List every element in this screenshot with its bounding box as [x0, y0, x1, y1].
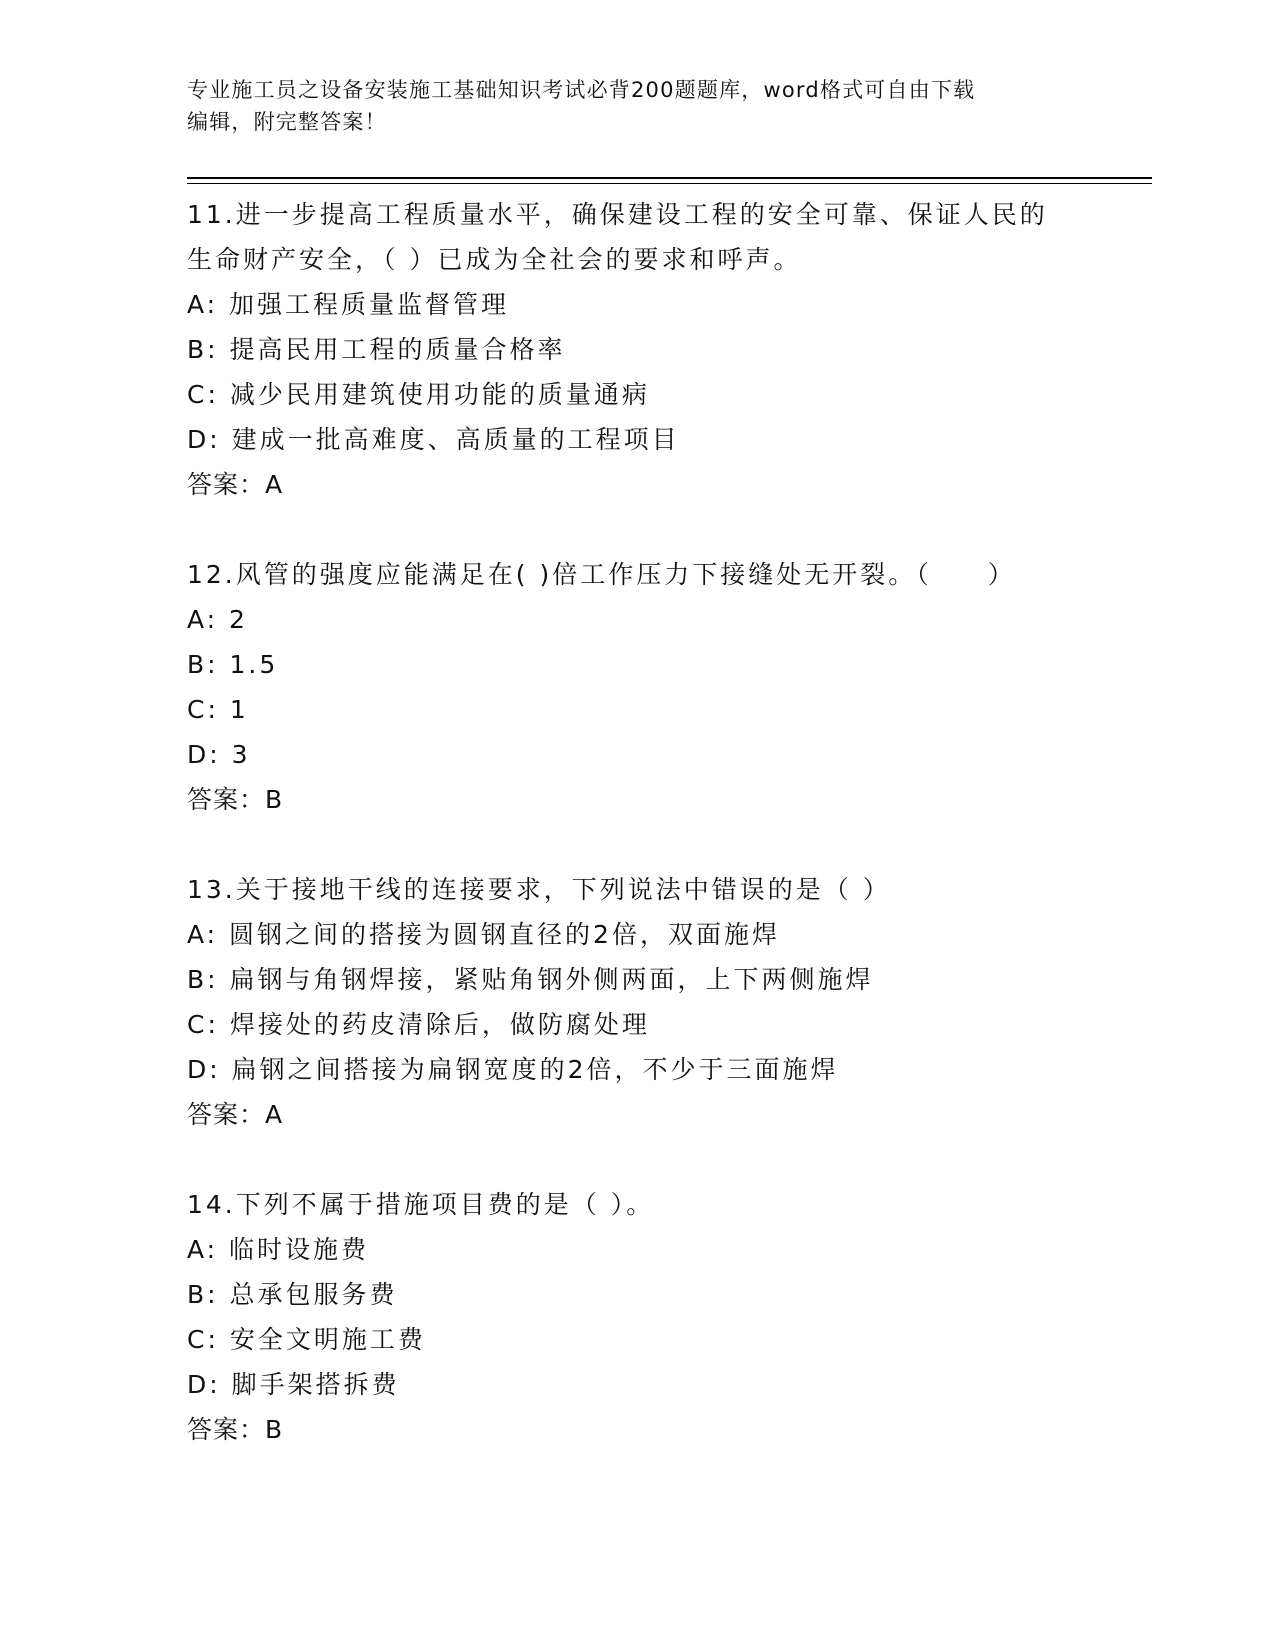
question-11: [187, 192, 1087, 507]
question-stem: 12.风管的强度应能满足在( )倍工作压力下接缝处无开裂。（ ）: [187, 560, 1016, 589]
header-divider-thick: [187, 177, 1152, 179]
option-c: C: 减少民用建筑使用功能的质量通病: [187, 380, 650, 409]
header-line-2: 编辑，附完整答案！: [187, 110, 387, 134]
header-line-1: 专业施工员之设备安装施工基础知识考试必背200题题库，word格式可自由下载: [187, 78, 976, 102]
document-header: [187, 74, 1087, 138]
option-b: B: 1.5: [187, 650, 279, 679]
option-c: C: 安全文明施工费: [187, 1325, 426, 1354]
option-a: A: 圆钢之间的搭接为圆钢直径的2倍，双面施焊: [187, 920, 780, 949]
question-stem: 11.进一步提高工程质量水平，确保建设工程的安全可靠、保证人民的: [187, 200, 1048, 229]
question-14: [187, 1182, 1087, 1452]
option-c: C: 焊接处的药皮清除后，做防腐处理: [187, 1010, 650, 1039]
option-b: B: 扁钢与角钢焊接，紧贴角钢外侧两面，上下两侧施焊: [187, 965, 874, 994]
answer: 答案：A: [187, 470, 284, 499]
option-a: A: 2: [187, 605, 248, 634]
option-d: D: 扁钢之间搭接为扁钢宽度的2倍，不少于三面施焊: [187, 1055, 839, 1084]
option-a: A: 加强工程质量监督管理: [187, 290, 510, 319]
option-b: B: 总承包服务费: [187, 1280, 398, 1309]
option-c: C: 1: [187, 695, 249, 724]
question-stem-continued: 生命财产安全，（ ）已成为全社会的要求和呼声。: [187, 245, 802, 274]
option-d: D: 脚手架搭拆费: [187, 1370, 400, 1399]
question-13: [187, 867, 1087, 1137]
question-list: [187, 192, 1087, 1497]
option-a: A: 临时设施费: [187, 1235, 370, 1264]
answer: 答案：A: [187, 1100, 284, 1129]
answer: 答案：B: [187, 785, 284, 814]
option-d: D: 建成一批高难度、高质量的工程项目: [187, 425, 680, 454]
question-12: [187, 552, 1087, 822]
header-divider-thin: [187, 183, 1152, 184]
question-stem: 13.关于接地干线的连接要求，下列说法中错误的是（ ）: [187, 875, 891, 904]
option-b: B: 提高民用工程的质量合格率: [187, 335, 566, 364]
answer: 答案：B: [187, 1415, 284, 1444]
option-d: D: 3: [187, 740, 251, 769]
question-stem: 14.下列不属于措施项目费的是（ ）。: [187, 1190, 655, 1219]
